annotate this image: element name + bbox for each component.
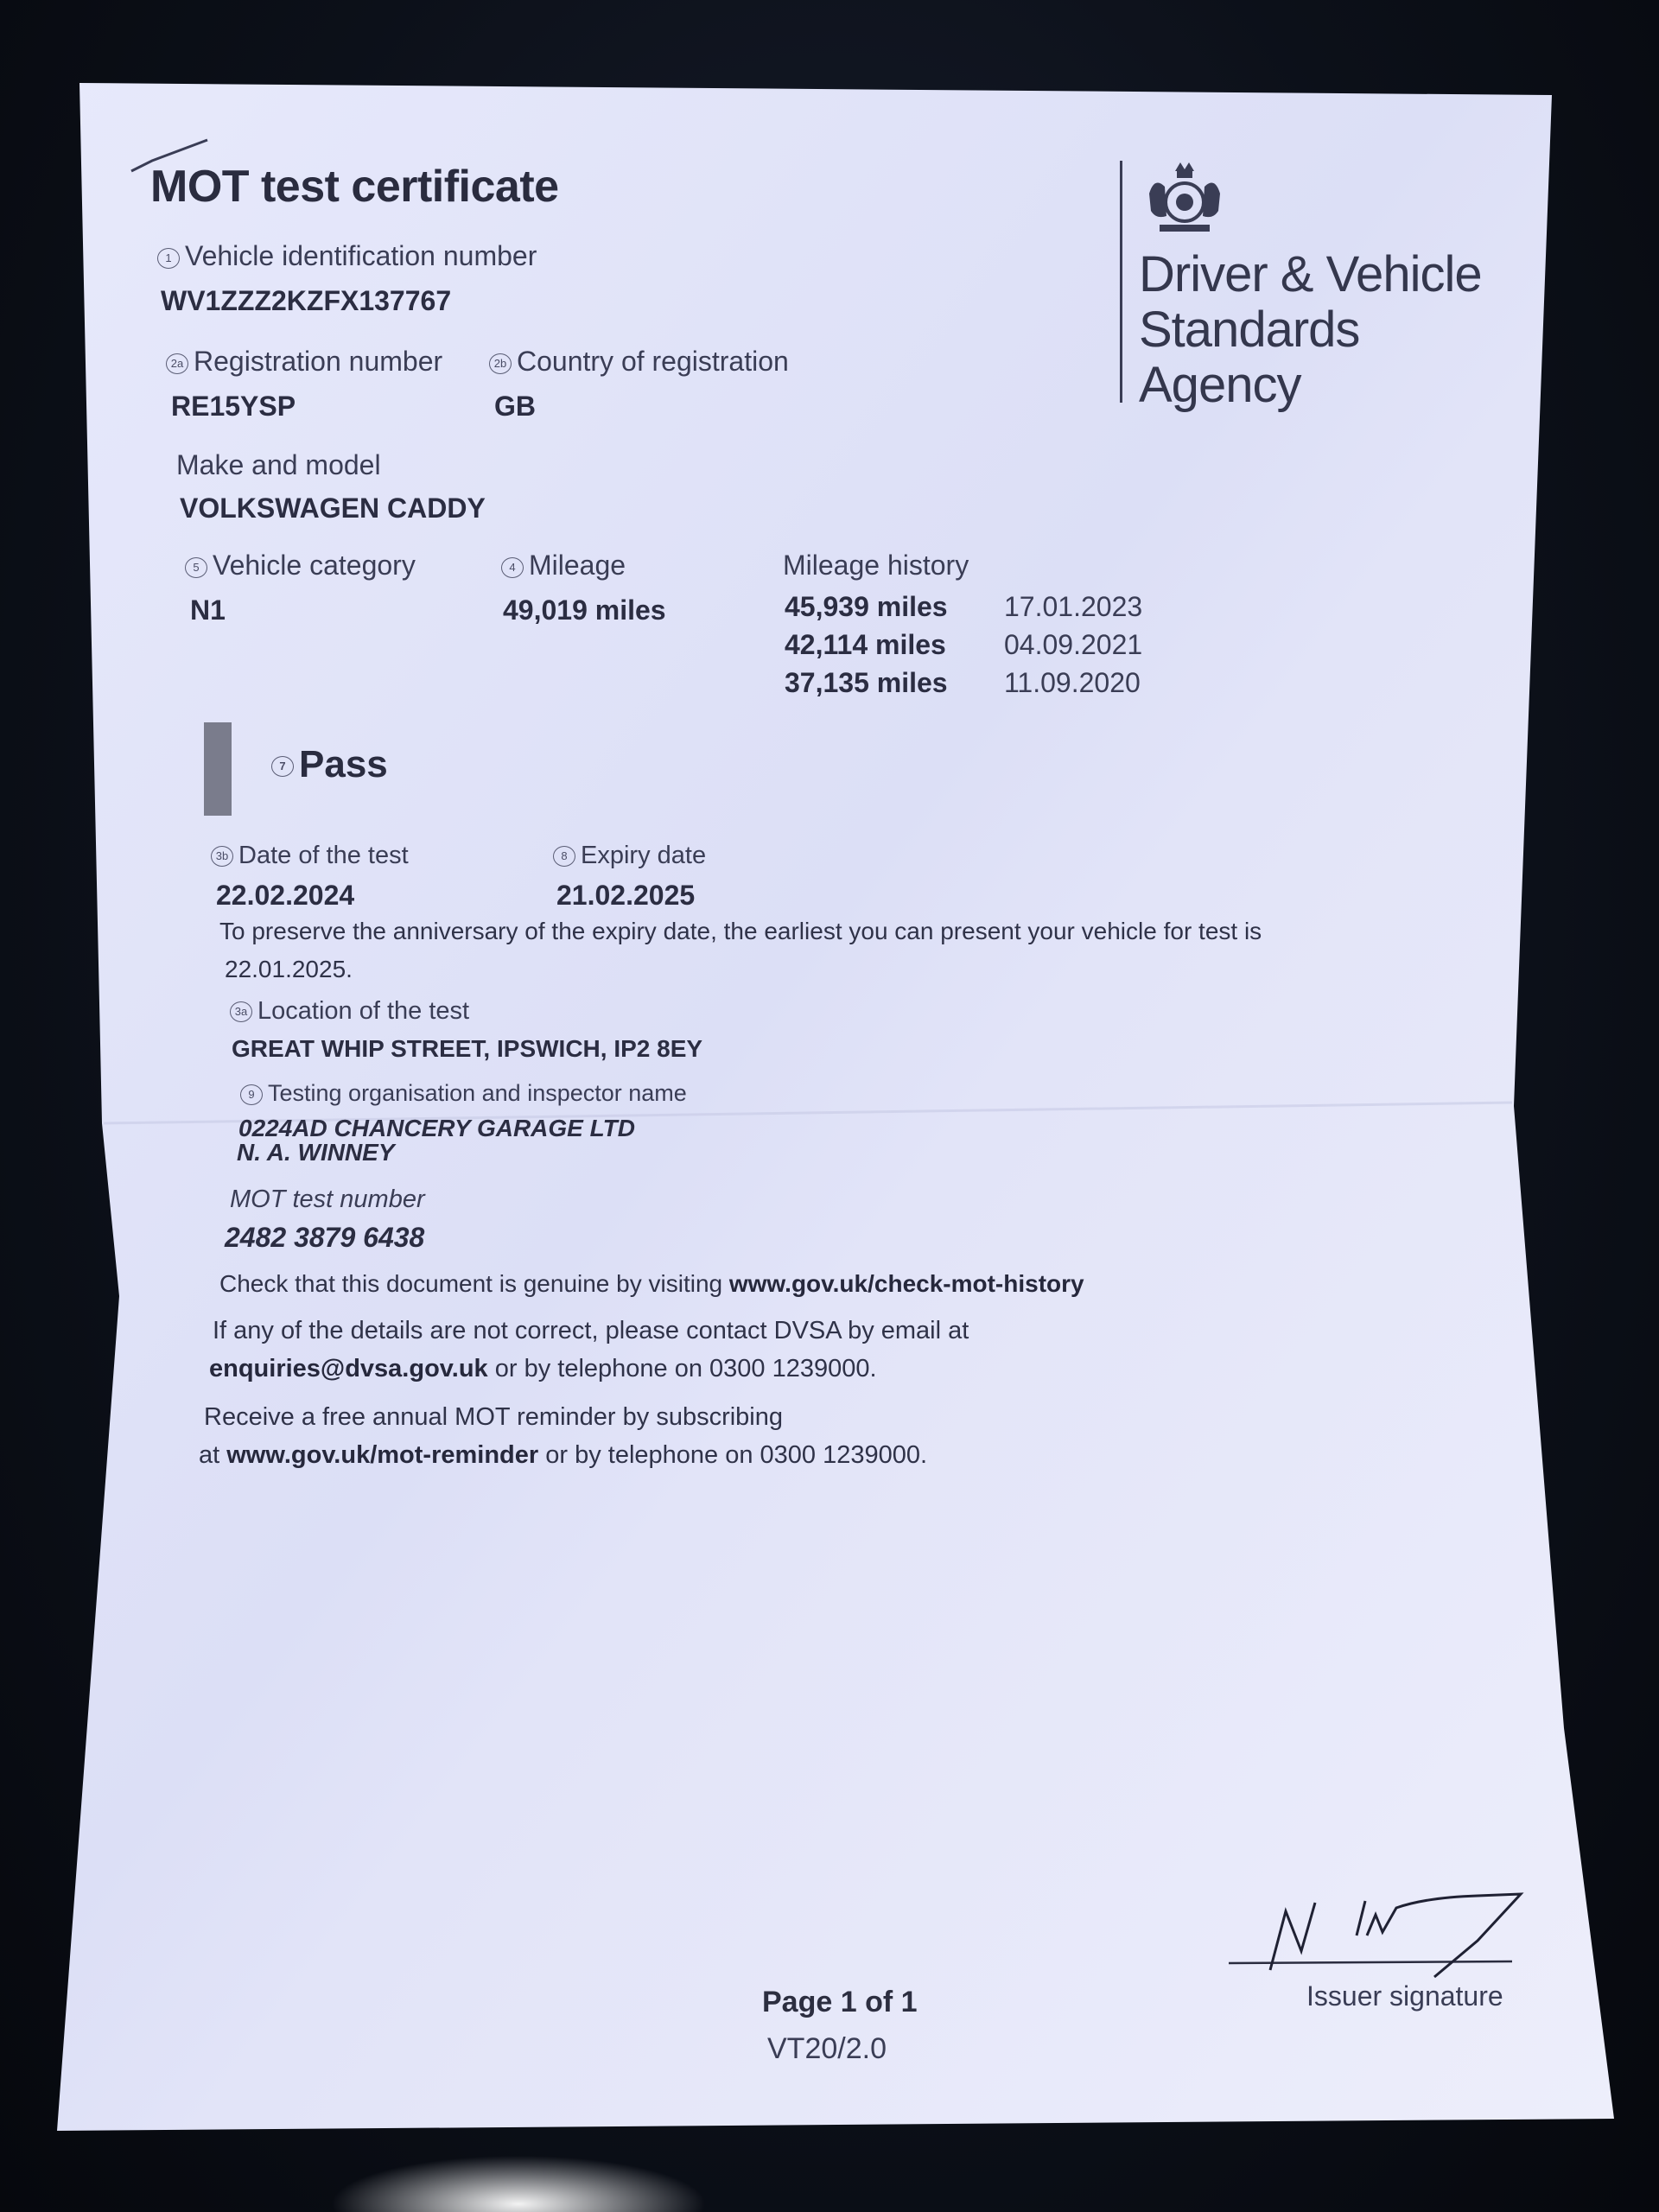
field-number-badge: 5	[185, 557, 207, 578]
location-value: GREAT WHIP STREET, IPSWICH, IP2 8EY	[232, 1035, 703, 1062]
contact-line2: enquiries@dvsa.gov.uk or by telephone on 0300 1239000.	[209, 1355, 877, 1382]
check-link[interactable]: www.gov.uk/check-mot-history	[728, 1270, 1084, 1297]
make-model-value: VOLKSWAGEN CADDY	[180, 493, 486, 524]
field-number-badge: 3b	[211, 846, 233, 867]
history-miles-2: 42,114 miles	[785, 629, 946, 660]
field-number-badge: 2b	[489, 353, 512, 374]
test-date-label: 3b Date of the test	[211, 842, 409, 870]
agency-name-line3: Agency	[1139, 357, 1301, 413]
country-label: 2b Country of registration	[489, 346, 789, 378]
signature-label: Issuer signature	[1306, 1980, 1503, 2012]
field-number-badge: 1	[157, 248, 180, 269]
organisation-label: 9 Testing organisation and inspector name	[240, 1080, 687, 1107]
mileage-label: 4 Mileage	[501, 550, 626, 582]
test-date-value: 22.02.2024	[216, 880, 355, 911]
contact-email-link[interactable]: enquiries@dvsa.gov.uk	[209, 1355, 488, 1382]
history-miles-3: 37,135 miles	[785, 667, 948, 698]
vehicle-category-value: N1	[190, 594, 226, 626]
registration-label: 2a Registration number	[166, 346, 442, 378]
page-number: Page 1 of 1	[762, 1986, 918, 2018]
inspector-name: N. A. WINNEY	[237, 1139, 395, 1166]
form-code: VT20/2.0	[767, 2032, 887, 2065]
field-number-badge: 3a	[230, 1001, 252, 1022]
field-number-badge: 9	[240, 1084, 263, 1105]
agency-name-line2: Standards	[1139, 302, 1360, 358]
reminder-link[interactable]: www.gov.uk/mot-reminder	[226, 1441, 539, 1469]
organisation-value: 0224AD CHANCERY GARAGE LTD	[238, 1115, 635, 1141]
field-number-badge: 4	[501, 557, 524, 578]
royal-coat-of-arms-icon	[1142, 159, 1227, 238]
test-result: 7 Pass	[271, 743, 388, 786]
make-model-label: Make and model	[176, 449, 381, 480]
mileage-history-label: Mileage history	[783, 550, 969, 581]
vin-value: WV1ZZZ2KZFX137767	[161, 285, 452, 316]
test-number-label: MOT test number	[230, 1185, 425, 1213]
expiry-date-value: 21.02.2025	[556, 880, 696, 911]
field-number-badge: 7	[271, 756, 294, 777]
check-text: Check that this document is genuine by visiting www.gov.uk/check-mot-history	[219, 1270, 1084, 1297]
registration-value: RE15YSP	[171, 391, 296, 422]
reminder-line2: at www.gov.uk/mot-reminder or by telephone on 0300 1239000.	[199, 1441, 928, 1469]
history-miles-1: 45,939 miles	[785, 591, 948, 622]
history-date-3: 11.09.2020	[1004, 667, 1141, 698]
agency-name-line1: Driver & Vehicle	[1139, 246, 1482, 302]
reminder-line1: Receive a free annual MOT reminder by subscribing	[204, 1403, 784, 1431]
expiry-date-label: 8 Expiry date	[553, 842, 706, 870]
vehicle-category-label: 5 Vehicle category	[185, 550, 416, 582]
agency-divider	[1120, 161, 1122, 403]
anniversary-note-line2: 22.01.2025.	[225, 956, 353, 982]
page-title: MOT test certificate	[150, 162, 559, 212]
field-number-badge: 8	[553, 846, 575, 867]
issuer-signature-icon	[1218, 1884, 1547, 1979]
mileage-value: 49,019 miles	[503, 594, 666, 626]
field-number-badge: 2a	[166, 353, 188, 374]
history-date-1: 17.01.2023	[1004, 591, 1143, 622]
contact-line1: If any of the details are not correct, please contact DVSA by email at	[213, 1317, 969, 1344]
anniversary-note-line1: To preserve the anniversary of the expiry date, the earliest you can present your vehicle for test is	[219, 918, 1262, 944]
country-value: GB	[494, 391, 536, 422]
result-bar	[204, 722, 232, 816]
location-label: 3a Location of the test	[230, 997, 469, 1026]
history-date-2: 04.09.2021	[1004, 629, 1143, 660]
test-number-value: 2482 3879 6438	[225, 1222, 425, 1253]
vin-label: 1 Vehicle identification number	[157, 240, 537, 272]
